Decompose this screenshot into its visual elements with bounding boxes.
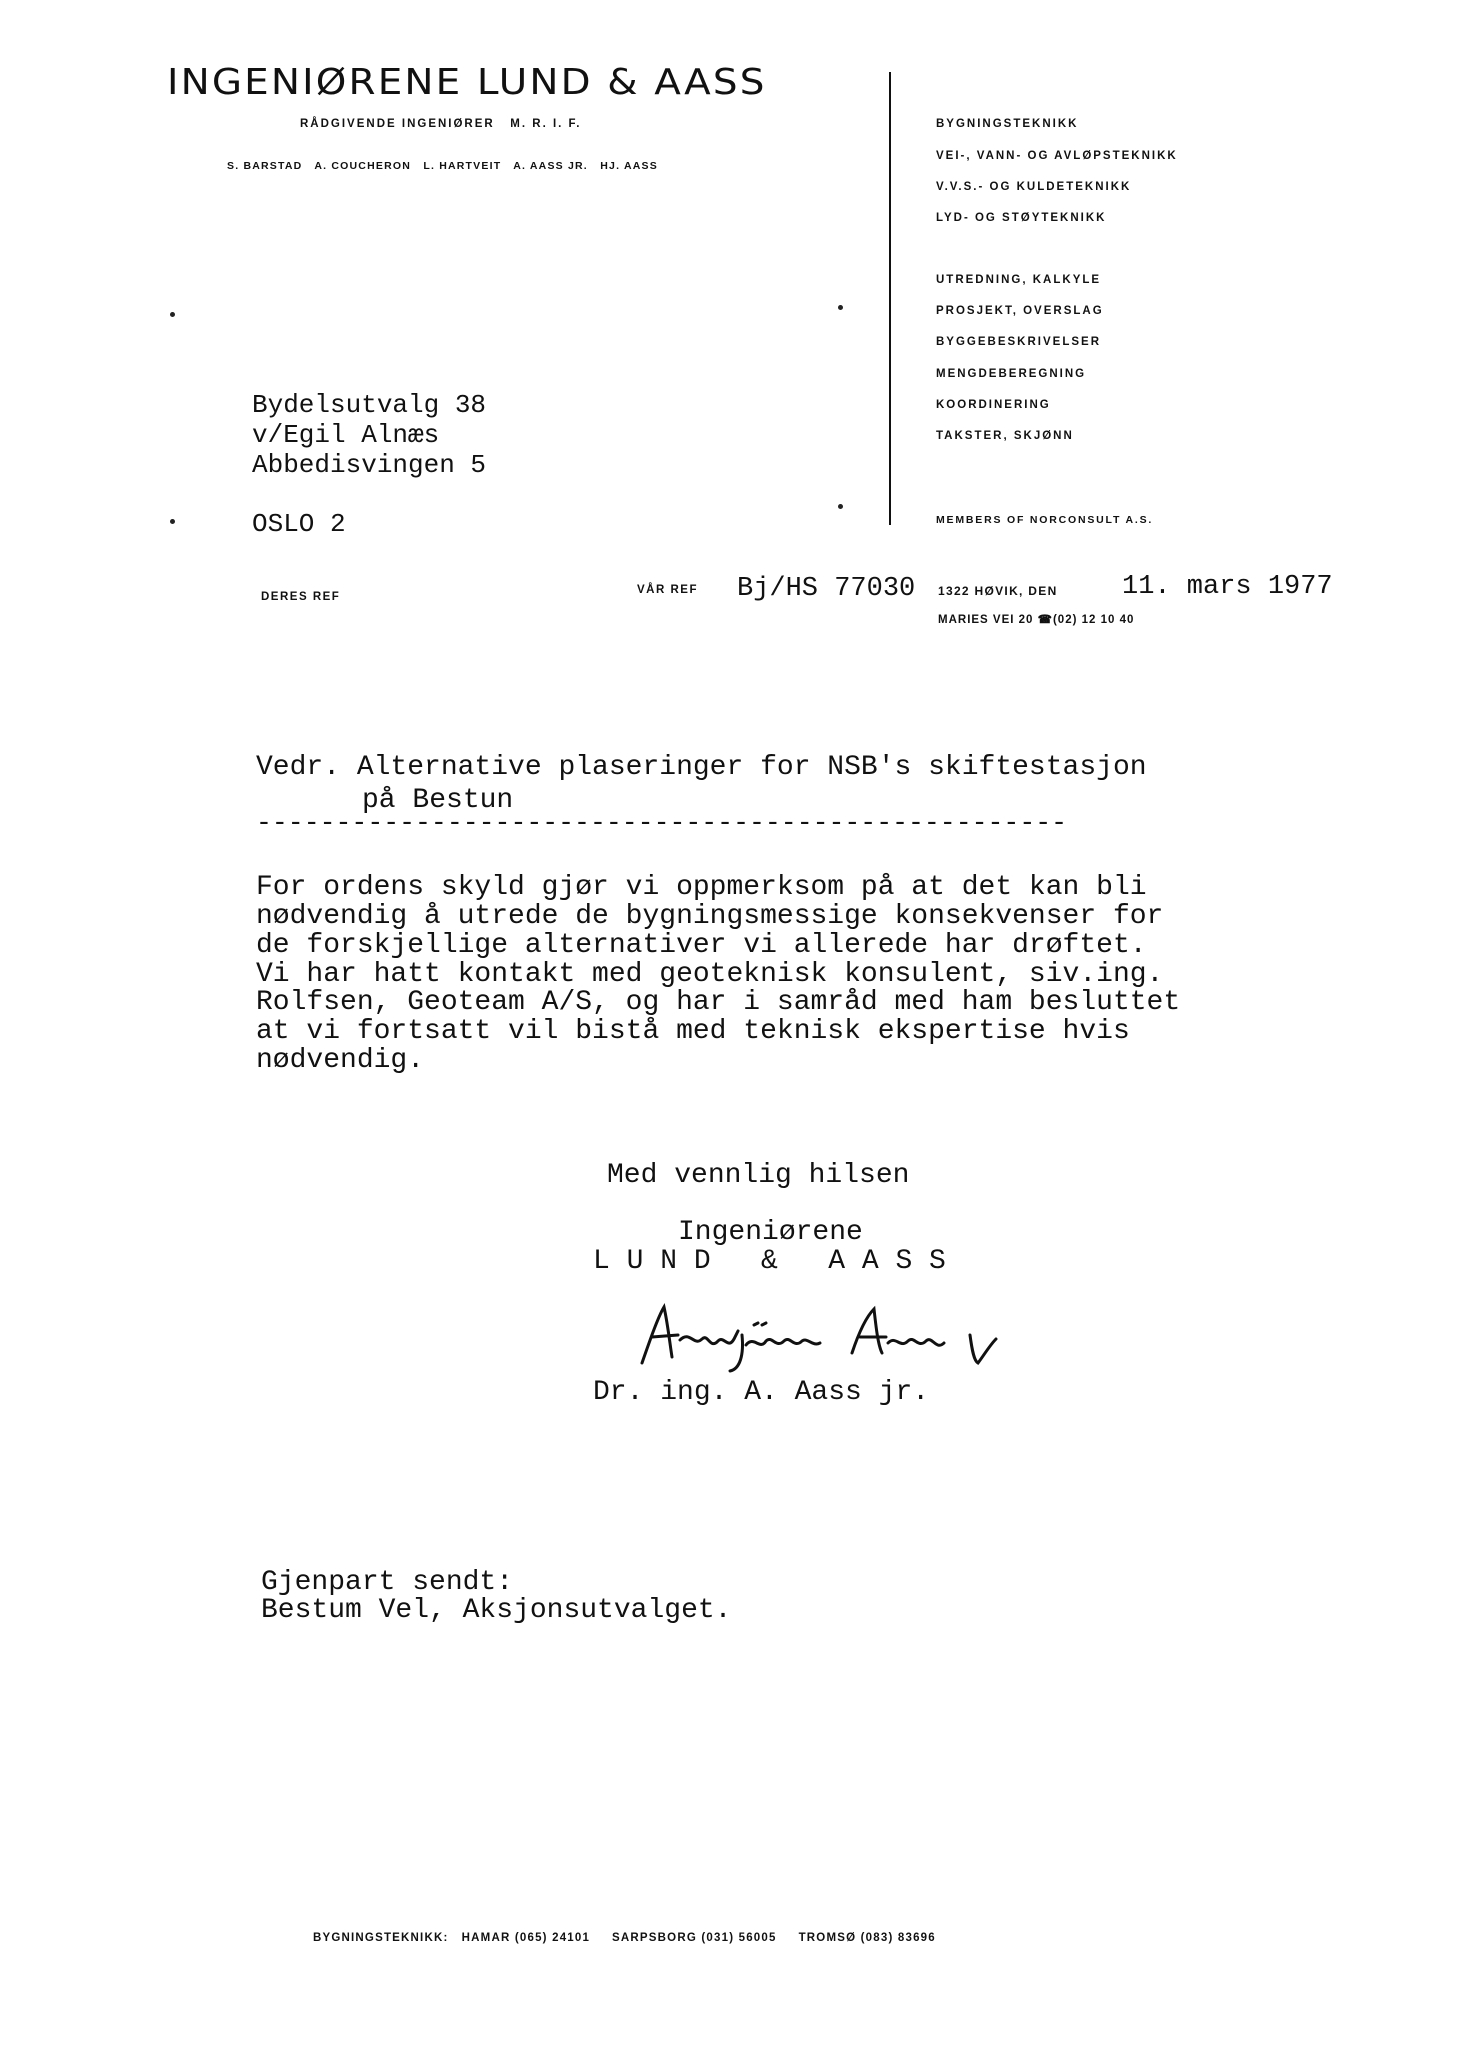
body-line: Rolfsen, Geoteam A/S, og har i samråd med ham besluttet: [256, 987, 1181, 1018]
footer-offices: BYGNINGSTEKNIKK: HAMAR (065) 24101 SARPSBORG (031) 56005 TROMSØ (083) 83696: [313, 1932, 936, 1944]
service-item: BYGNINGSTEKNIKK: [936, 118, 1079, 130]
handwritten-signature: [630, 1295, 1020, 1375]
body-line: nødvendig å utrede de bygningsmessige konsekvenser for: [256, 901, 1164, 932]
recipient-line: Bydelsutvalg 38: [252, 390, 487, 420]
body-line: at vi fortsatt vil bistå med teknisk ekspertise hvis: [256, 1016, 1130, 1047]
closing-company: Ingeniørene: [678, 1217, 863, 1248]
service-item: UTREDNING, KALKYLE: [936, 274, 1102, 286]
punch-mark: [170, 312, 175, 317]
recipient-line: Abbedisvingen 5: [252, 450, 487, 480]
deres-ref-label: DERES REF: [261, 591, 341, 603]
header-divider: [889, 72, 891, 525]
signer-name: Dr. ing. A. Aass jr.: [593, 1377, 930, 1408]
recipient-line: v/Egil Alnæs: [252, 420, 440, 450]
service-item: VEI-, VANN- OG AVLØPSTEKNIKK: [936, 150, 1178, 162]
subject-line: Vedr. Alternative plaseringer for NSB's skiftestasjon: [256, 752, 1147, 783]
partners: S. BARSTAD A. COUCHERON L. HARTVEIT A. AASS JR. HJ. AASS: [227, 160, 658, 172]
body-line: For ordens skyld gjør vi oppmerksom på at det kan bli: [256, 872, 1147, 903]
service-item: MENGDEBEREGNING: [936, 368, 1087, 380]
members-line: MEMBERS OF NORCONSULT A.S.: [936, 514, 1154, 526]
punch-mark: [170, 519, 175, 524]
letter-date: 11. mars 1977: [1122, 572, 1333, 602]
service-item: PROSJEKT, OVERSLAG: [936, 305, 1104, 317]
body-line: de forskjellige alternativer vi allerede har drøftet.: [256, 930, 1147, 961]
copy-label: Gjenpart sendt:: [261, 1567, 514, 1598]
copy-recipients: Bestum Vel, Aksjonsutvalget.: [261, 1595, 732, 1626]
subject-underline: ---------------------------------------------------: [256, 808, 1068, 838]
closing-greeting: Med vennlig hilsen: [607, 1160, 910, 1191]
body-line: nødvendig.: [256, 1045, 425, 1076]
var-ref-value: Bj/HS 77030: [737, 574, 916, 604]
var-ref-label: VÅR REF: [637, 584, 698, 596]
body-line: Vi har hatt kontakt med geoteknisk konsulent, siv.ing.: [256, 959, 1164, 990]
company-subtitle: RÅDGIVENDE INGENIØRER M. R. I. F.: [300, 118, 582, 130]
address-phone: MARIES VEI 20 ☎(02) 12 10 40: [938, 614, 1135, 626]
closing-company: L U N D & A A S S: [593, 1246, 946, 1277]
company-name: INGENIØRENE LUND & AASS: [167, 62, 767, 103]
subject-line: på Bestun: [362, 785, 514, 816]
place-label: 1322 HØVIK, DEN: [938, 584, 1058, 598]
service-item: LYD- OG STØYTEKNIKK: [936, 212, 1107, 224]
service-item: BYGGEBESKRIVELSER: [936, 336, 1101, 348]
recipient-city: OSLO 2: [252, 509, 346, 539]
punch-mark: [838, 504, 843, 509]
service-item: TAKSTER, SKJØNN: [936, 430, 1074, 442]
service-item: KOORDINERING: [936, 399, 1051, 411]
punch-mark: [838, 305, 843, 310]
service-item: V.V.S.- OG KULDETEKNIKK: [936, 181, 1132, 193]
